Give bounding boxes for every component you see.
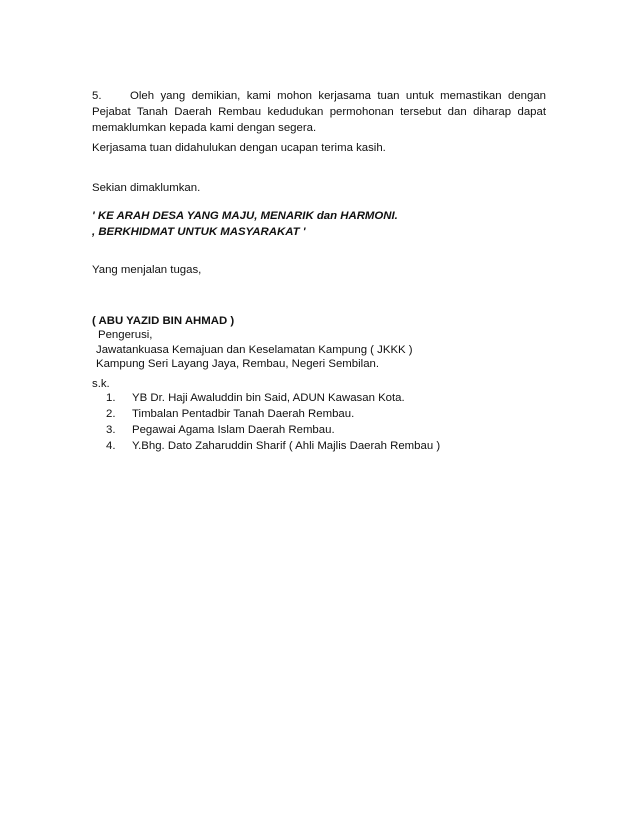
cc-item: [106, 438, 440, 454]
closing-line: Sekian dimaklumkan.: [92, 182, 201, 194]
cc-item: [106, 406, 440, 422]
cc-item-text: Y.Bhg. Dato Zaharuddin Sharif ( Ahli Majlis Daerah Rembau ): [132, 440, 441, 452]
paragraph-5: [92, 88, 546, 136]
motto-line-1: ' KE ARAH DESA YANG MAJU, MENARIK dan HARMONI.: [92, 210, 398, 222]
cc-item-text: Timbalan Pentadbir Tanah Daerah Rembau.: [132, 408, 355, 420]
thanks-line: Kerjasama tuan didahulukan dengan ucapan terima kasih.: [92, 142, 386, 154]
cc-label: s.k.: [92, 378, 110, 390]
cc-item-number: 2.: [106, 408, 116, 420]
sign-off-line: Yang menjalan tugas,: [92, 264, 202, 276]
signatory-org: Jawatankuasa Kemajuan dan Keselamatan Kampung ( JKKK ): [96, 344, 413, 356]
signatory-address: Kampung Seri Layang Jaya, Rembau, Negeri Sembilan.: [96, 358, 380, 370]
signatory-title: Pengerusi,: [98, 329, 153, 341]
cc-item-text: Pegawai Agama Islam Daerah Rembau.: [132, 424, 335, 436]
cc-list: [92, 390, 440, 454]
cc-item: [106, 390, 440, 406]
cc-item-number: 1.: [106, 392, 116, 404]
motto-line-2: , BERKHIDMAT UNTUK MASYARAKAT ': [92, 226, 306, 238]
cc-item-number: 3.: [106, 424, 116, 436]
cc-item: [106, 422, 440, 438]
cc-item-text: YB Dr. Haji Awaluddin bin Said, ADUN Kawasan Kota.: [132, 392, 405, 404]
paragraph-text: Oleh yang demikian, kami mohon kerjasama tuan untuk memastikan dengan Pejabat Tanah Daerah Rembau kedudukan permohonan tersebut dan diharap dapat memaklumkan kepada kami dengan segera.: [92, 90, 546, 134]
paragraph-number: 5.: [92, 90, 102, 102]
signatory-name: ( ABU YAZID BIN AHMAD ): [92, 315, 235, 327]
cc-item-number: 4.: [106, 440, 116, 452]
